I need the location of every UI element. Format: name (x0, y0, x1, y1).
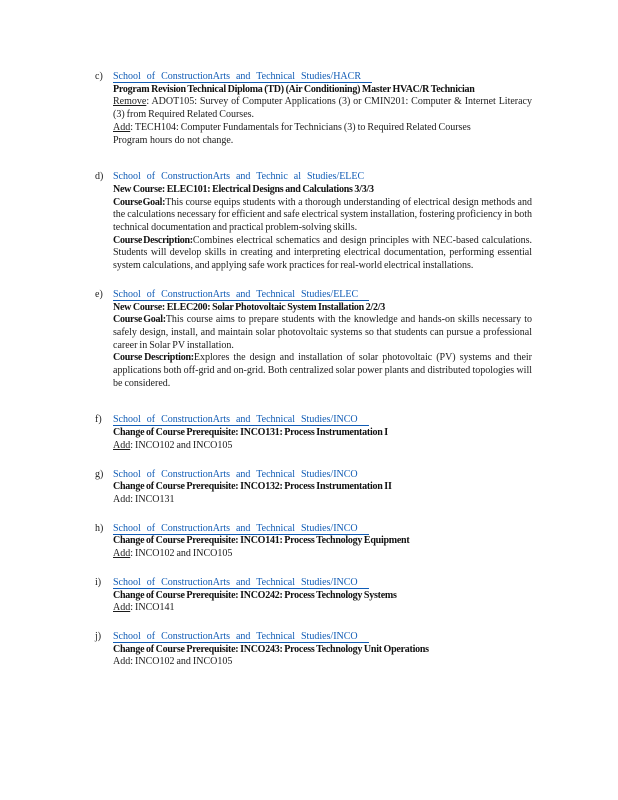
list-label: h) (95, 522, 104, 534)
list-label: f) (95, 414, 102, 426)
course-description-label: Course Description: (113, 352, 194, 364)
add-text: : INCO141 (130, 602, 175, 614)
course-description (113, 352, 532, 390)
list-item-h (95, 523, 532, 561)
list-item-i (95, 577, 532, 615)
add-line (113, 602, 532, 615)
school-link[interactable]: School of ConstructionArts and Technic al Studies/ELEC (113, 171, 365, 183)
add-label: Add (113, 548, 131, 560)
list-item-d (95, 171, 532, 273)
school-link[interactable]: School of ConstructionArts and Technical Studies/INCO (113, 414, 369, 426)
note-line: Program hours do not change. (113, 134, 234, 146)
add-label: Add (113, 439, 131, 451)
list-item-f (95, 414, 532, 452)
course-description-text: Explores the design and installation of solar photovoltaic (PV) systems and their applications both off-grid and on-grid. Both centralized solar power plants and distributed topologies will be considered. (113, 352, 533, 389)
add-text: : INCO102 and INCO105 (130, 656, 233, 668)
course-goal-label: Course Goal: (113, 196, 166, 208)
add-label: Add (113, 602, 131, 614)
list-label: c) (95, 71, 103, 82)
course-goal-text: This course aims to prepare students with the knowledge and hands-on skills necessary to safely design, install, and maintain solar photovoltaic systems so that students can pursue a professional career in Solar PV installation. (113, 314, 532, 351)
add-line (113, 548, 532, 561)
section-heading: Change of Course Prerequisite: INCO243: Process Technology Unit Operations (113, 643, 429, 655)
add-label: Add (113, 656, 131, 668)
course-description-label: Course Description: (113, 234, 193, 246)
school-link[interactable]: School of ConstructionArts and Technical Studies/INCO (113, 631, 369, 643)
list-label: d) (95, 171, 104, 183)
section-heading: New Course: ELEC200: Solar Photovoltaic System Installation 2/2/3 (113, 301, 386, 313)
add-text: : INCO102 and INCO105 (130, 548, 233, 560)
section-heading: Change of Course Prerequisite: INCO242: Process Technology Systems (113, 589, 397, 601)
course-goal (113, 197, 532, 235)
add-line (113, 494, 532, 507)
course-goal-text: This course equips students with a thorough understanding of electrical design methods and the calculations necessary for efficient and safe electrical system installation, fostering proficiency in both technical documentation and practical problem-solving skills. (113, 196, 532, 234)
list-item-j (95, 631, 532, 669)
remove-line (113, 96, 532, 121)
remove-text: : ADOT105: Survey of Computer Applications (3) or CMIN201: Computer & Internet Literacy (3) from Required Related Courses. (113, 96, 532, 121)
list-item-e (95, 289, 532, 391)
course-goal-label: Course Goal: (113, 314, 166, 326)
section-heading: Change of Course Prerequisite: INCO132: Process Instrumentation II (113, 481, 392, 493)
list-item-c (95, 71, 532, 147)
section-heading: Change of Course Prerequisite: INCO141: Process Technology Equipment (113, 535, 410, 547)
school-link[interactable]: School of ConstructionArts and Technical Studies/HACR (113, 71, 372, 83)
course-goal (113, 314, 532, 352)
add-label: Add (113, 493, 131, 505)
add-line (113, 440, 532, 453)
school-link[interactable]: School of ConstructionArts and Technical Studies/INCO (113, 523, 369, 535)
add-label: Add (113, 121, 131, 133)
add-text: : INCO131 (130, 493, 175, 505)
course-description (113, 235, 532, 273)
list-label: j) (95, 630, 102, 642)
add-line (113, 122, 532, 135)
course-description-text: Combines electrical schematics and design principles with NEC-based calculations. Students will develop skills in creating and interpreting electrical documentation, performing essential system calculations, and applying safe work practices for real-world electrical installations. (113, 234, 533, 272)
add-text: : INCO102 and INCO105 (130, 439, 233, 451)
school-link[interactable]: School of ConstructionArts and Technical Studies/INCO (113, 577, 369, 589)
add-text: : TECH104: Computer Fundamentals for Technicians (3) to Required Related Courses (130, 121, 471, 133)
section-heading: Change of Course Prerequisite: INCO131: Process Instrumentation I (113, 427, 388, 439)
school-link[interactable]: School of ConstructionArts and Technical Studies/ELEC (113, 289, 369, 301)
section-heading: New Course: ELEC101: Electrical Designs and Calculations 3/3/3 (113, 183, 374, 195)
list-label: i) (95, 576, 102, 588)
school-link[interactable]: School of ConstructionArts and Technical Studies/INCO (113, 468, 358, 480)
remove-label: Remove (113, 96, 147, 108)
section-heading: Program Revision Technical Diploma (TD) (Air Conditioning) Master HVAC/R Technician (113, 83, 475, 95)
list-item-g (95, 469, 532, 507)
list-label: e) (95, 288, 103, 300)
list-label: g) (95, 468, 104, 480)
add-line (113, 656, 532, 669)
